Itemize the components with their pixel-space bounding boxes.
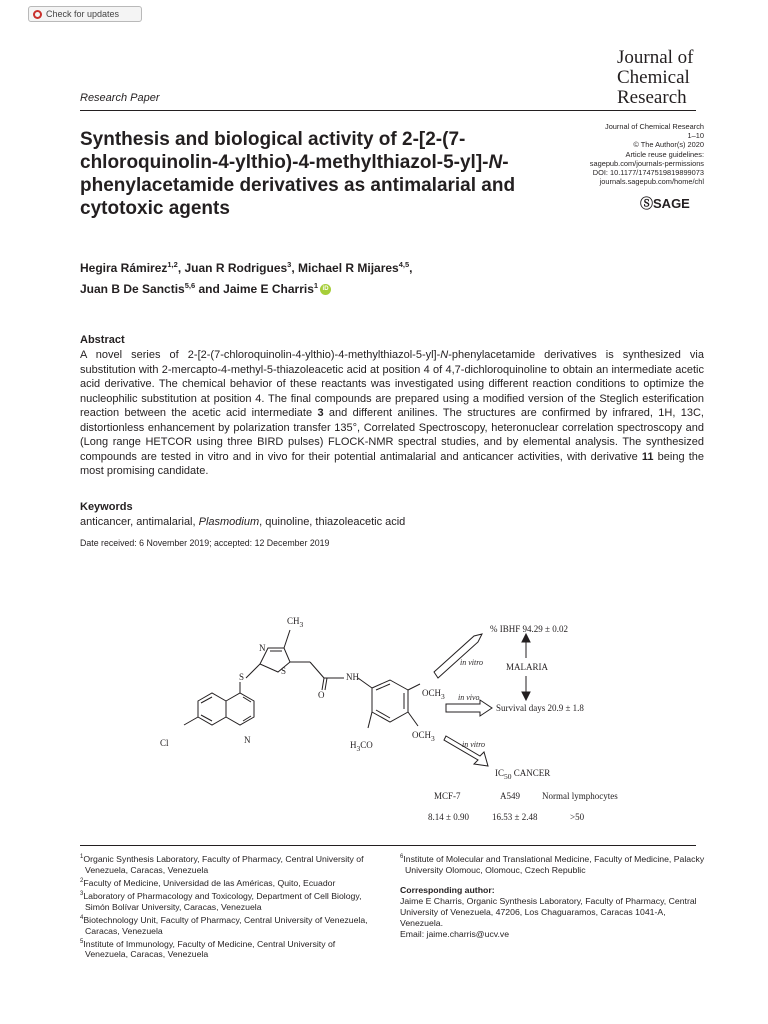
val-a549: 16.53 ± 2.48 (492, 812, 538, 822)
affiliation (80, 913, 380, 937)
label-h3co-text: H (350, 740, 357, 750)
meta-homepage[interactable]: journals.sagepub.com/home/chl (599, 177, 704, 187)
abstract-bold: 3 (317, 407, 324, 419)
abstract-bold: 11 (641, 450, 654, 463)
label-sub: 3 (441, 691, 445, 701)
col-a549: A549 (500, 791, 520, 801)
sage-icon: Ⓢ (640, 196, 654, 211)
journal-logo-line2: Chemical (617, 67, 690, 88)
affiliation-text: Faculty of Medicine, Universidad de las Américas, Quito, Ecuador (83, 877, 336, 888)
label-ch3-text: CH (287, 616, 300, 626)
abstract-part: and different anilines. The structures are confirmed by infrared, 1H, 13C, distortionless enhancement by polarization transfer 135°, Correlated Spectroscopy, heteronuclear correlation spectroscopy and (Long range HETCOR using three BIRD pulses) FLOCK-NMR spectral studies, and by elemental analysis. The synthesized compounds are tested in vitro and in vivo for their potential antimalarial and anticancer activities, with derivative (80, 407, 704, 463)
label-cl: Cl (160, 738, 169, 748)
author[interactable]: Michael R Mijares (298, 261, 399, 275)
author-list: Hegira Rámirez$^{1,2}$, Juan R Rodrigues$^3$, Michael R Mijares$^{4,5}$, Juan B De Sanctis$^{5,6}$ and Jaime E Charris$^1$ iD (80, 260, 413, 296)
affiliation-number: 1 (80, 854, 84, 860)
meta-doi[interactable]: DOI: 10.1177/1747519819899073 (592, 168, 704, 178)
label-sub: 3 (431, 733, 435, 743)
abstract-text (80, 348, 704, 479)
keywords-italic: Plasmodium (198, 516, 260, 528)
ic-sub: 50 (504, 771, 512, 781)
abstract-part: A novel series of 2-[2-(7-chloroquinolin-4-ylthio)-4-methylthiazol-5-yl]- (80, 349, 441, 361)
corresponding-author-email[interactable]: Email: jaime.charris@ucv.ve (400, 928, 510, 939)
keywords (80, 516, 405, 528)
cancer-text: CANCER (513, 768, 551, 778)
abstract-part: being the most promising candidate. (80, 450, 704, 477)
dates: Date received: 6 November 2019; accepted: 12 December 2019 (80, 538, 330, 548)
publisher-logo (640, 193, 690, 212)
label-n-thiazole: N (259, 643, 266, 653)
affiliations-right (400, 852, 706, 940)
author[interactable]: Jaime E Charris (223, 282, 314, 296)
meta-reuse: Article reuse guidelines: (625, 149, 704, 159)
orcid-icon[interactable]: iD (320, 284, 331, 295)
val-lymphocytes: >50 (570, 812, 585, 822)
label-in-vitro-2: in vitro (462, 740, 486, 749)
ibhf-result: % IBHF 94.29 ± 0.02 (490, 624, 568, 634)
author-affiliation: 1 (313, 281, 319, 290)
label-och3-b-text: OCH (412, 730, 432, 740)
label-h3co-tail: CO (360, 740, 373, 750)
label-o: O (318, 690, 325, 700)
graphical-abstract (150, 600, 650, 830)
meta-copyright: © The Author(s) 2020 (633, 140, 704, 150)
title-part-1: Synthesis and biological activity of 2-[2-(7-chloroquinolin-4-ylthio)-4-methylthiazol-5-yl]- (80, 129, 489, 173)
survival-result: Survival days 20.9 ± 1.8 (496, 703, 584, 713)
affiliation (400, 852, 706, 876)
affiliation (80, 937, 380, 961)
label-n-quinoline: N (244, 735, 251, 745)
label-och3-a-text: OCH (422, 688, 442, 698)
label-sub: 3 (356, 743, 361, 753)
footer-divider (80, 845, 696, 846)
label-in-vitro-1: in vitro (460, 658, 484, 667)
author-affiliation: 1,2 (167, 260, 178, 269)
abstract-heading: Abstract (80, 334, 125, 346)
affiliation-number: 5 (80, 938, 84, 945)
affiliations-left (80, 852, 380, 960)
author[interactable]: Hegira Rámirez (80, 261, 168, 275)
title-part-2: -phenylacetamide derivatives as antimalarial and cytotoxic agents (80, 152, 516, 219)
affiliation-text: Laboratory of Pharmacology and Toxicology, Department of Cell Biology, Simón Bolívar University, Caracas, Venezuela (83, 890, 362, 912)
author-affiliation: 5,6 (184, 281, 196, 290)
col-mcf7: MCF-7 (434, 791, 461, 801)
check-for-updates-label: Check for updates (46, 9, 120, 19)
keywords-part: , quinoline, thiazoleacetic acid (259, 516, 406, 528)
author[interactable]: Juan R Rodrigues (184, 261, 288, 275)
label-och3-b (412, 730, 435, 743)
col-lymphocytes: Normal lymphocytes (542, 791, 618, 801)
article-meta (540, 122, 704, 186)
abstract-italic: N (440, 349, 449, 361)
author-affiliation: 4,5 (398, 260, 410, 269)
label-in-vivo: in vivo (458, 693, 480, 702)
abstract-part: -phenylacetamide derivatives is synthesized via substitution with 2-mercapto-4-methyl-5-thiazoleacetic acid at position 4 of 4,7-dichloroquinoline to obtain an intermediate acetic acid derivative. The chemical behavior of these reactants was investigated using different reaction conditions to optimize the nucleophilic substitution at position 4. The final compounds are prepared using a modified version of the Steglich esterification reaction between the acetic acid intermediate (80, 349, 704, 419)
keywords-part: anticancer, antimalarial, (80, 516, 199, 528)
article-type: Research Paper (80, 92, 160, 104)
title-italic: N (488, 152, 503, 173)
ic50-label (495, 768, 550, 781)
label-nh: NH (346, 672, 359, 682)
author[interactable]: Juan B De Sanctis (80, 282, 185, 296)
label-sub: 3 (299, 619, 304, 629)
affiliation-text: Biotechnology Unit, Faculty of Pharmacy, Central University of Venezuela, Caracas, Venezuela (83, 914, 368, 936)
label-s-thiazole: S (281, 666, 287, 676)
journal-logo-line1: Journal of (617, 47, 694, 68)
update-icon (33, 10, 42, 19)
meta-journal: Journal of Chemical Research (605, 122, 704, 131)
keywords-heading: Keywords (80, 501, 133, 513)
author-affiliation: 3 (287, 260, 292, 269)
meta-pages: 1–10 (687, 131, 704, 141)
affiliation-text: Institute of Molecular and Translational Medicine, Faculty of Medicine, Palacky University Olomouc, Olomouc, Czech Republic (403, 853, 705, 875)
meta-reuse-link[interactable]: sagepub.com/journals-permissions (589, 158, 704, 168)
ic-text: IC (495, 768, 504, 778)
article-title (80, 128, 550, 220)
label-ch3 (287, 616, 303, 629)
affiliation-number: 2 (80, 877, 84, 884)
affiliation-number: 4 (80, 914, 84, 921)
affiliation-number: 3 (80, 890, 84, 897)
publisher-name: SAGE (653, 196, 690, 211)
affiliation-text: Organic Synthesis Laboratory, Faculty of Pharmacy, Central University of Venezuela, Caracas, Venezuela (83, 853, 364, 875)
affiliation (80, 852, 380, 876)
malaria-label: MALARIA (506, 662, 548, 672)
corresponding-author-details: Jaime E Charris, Organic Synthesis Laboratory, Faculty of Pharmacy, Central University of Venezuela, 47206, Los Chaguaramos, Caracas 1041-A, Venezuela. (400, 895, 697, 928)
label-s-link: S (239, 672, 245, 682)
affiliation-text: Institute of Immunology, Faculty of Medicine, Central University of Venezuela, Caracas, Venezuela (83, 938, 336, 960)
journal-logo (617, 48, 727, 108)
label-h3co (350, 740, 373, 753)
affiliation-number: 6 (400, 854, 404, 860)
label-och3-a (422, 688, 445, 701)
affiliation (80, 889, 380, 913)
header-divider (80, 110, 696, 111)
val-mcf7: 8.14 ± 0.90 (428, 812, 469, 822)
check-for-updates-button[interactable] (28, 6, 142, 22)
corresponding-author-heading: Corresponding author: (400, 884, 495, 895)
journal-logo-line3: Research (617, 87, 687, 108)
affiliation (80, 876, 380, 889)
